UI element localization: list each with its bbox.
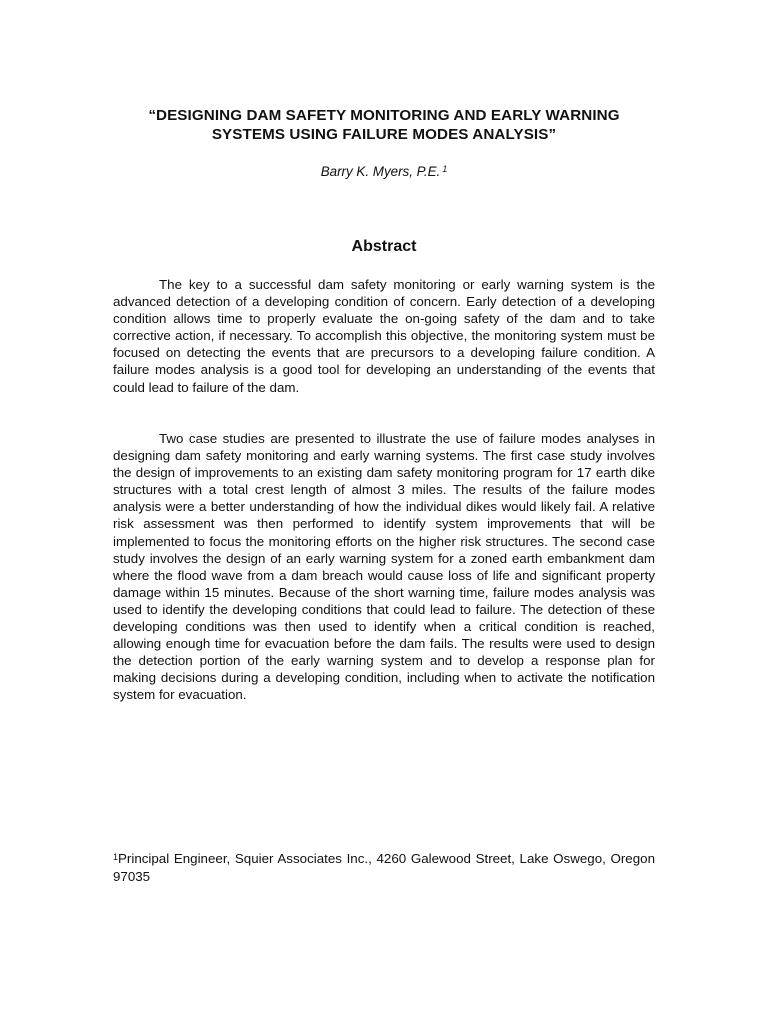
footnote-mark: 1 bbox=[113, 852, 119, 862]
paper-title bbox=[103, 106, 665, 144]
abstract-heading: Abstract bbox=[351, 238, 417, 255]
abstract-paragraph-2: Two case studies are presented to illustrate the use of failure modes analyses in designing dam safety monitoring and early warning systems. The first case study involves the design of improvements to an existing dam safety monitoring program for 17 earth dike structures with a total crest length of almost 3 miles. The results of the failure modes analysis were a better understanding of how the individual dikes would likely fail. A relative risk assessment was then performed to identify system improvements that will be implemented to focus the monitoring efforts on the higher risk structures. The second case study involves the design of an early warning system for a zoned earth embankment dam where the flood wave from a dam breach would cause loss of life and significant property damage within 15 minutes. Because of the short warning time, failure modes analysis was used to identify the developing conditions that could lead to failure. The detection of these developing conditions was then used to identify when a critical condition is reached, allowing enough time for evacuation before the dam fails. The results were used to design the detection portion of the early warning system and to develop a response plan for making decisions during a developing condition, including when to activate the notification system for evacuation. bbox=[113, 431, 655, 703]
footnote bbox=[113, 850, 655, 886]
paper-title-line-2: SYSTEMS USING FAILURE MODES ANALYSIS” bbox=[211, 126, 557, 143]
abstract-paragraph-1: The key to a successful dam safety monitoring or early warning system is the advanced detection of a developing condition of concern. Early detection of a developing condition allows time to properly evaluate the on-going safety of the dam and to take corrective action, if necessary. To accomplish this objective, the monitoring system must be focused on detecting the events that are precursors to a developing failure condition. A failure modes analysis is a good tool for developing an understanding of the events that could lead to failure of the dam. bbox=[113, 277, 655, 395]
author-footnote-mark: 1 bbox=[442, 164, 448, 174]
footnote-text: Principal Engineer, Squier Associates Inc., 4260 Galewood Street, Lake Oswego, Oregon 97035 bbox=[113, 851, 655, 884]
author-name: Barry K. Myers, P.E. bbox=[320, 164, 441, 179]
paper-title-line-1: “DESIGNING DAM SAFETY MONITORING AND EARLY WARNING bbox=[148, 107, 620, 124]
author-line bbox=[113, 163, 655, 181]
